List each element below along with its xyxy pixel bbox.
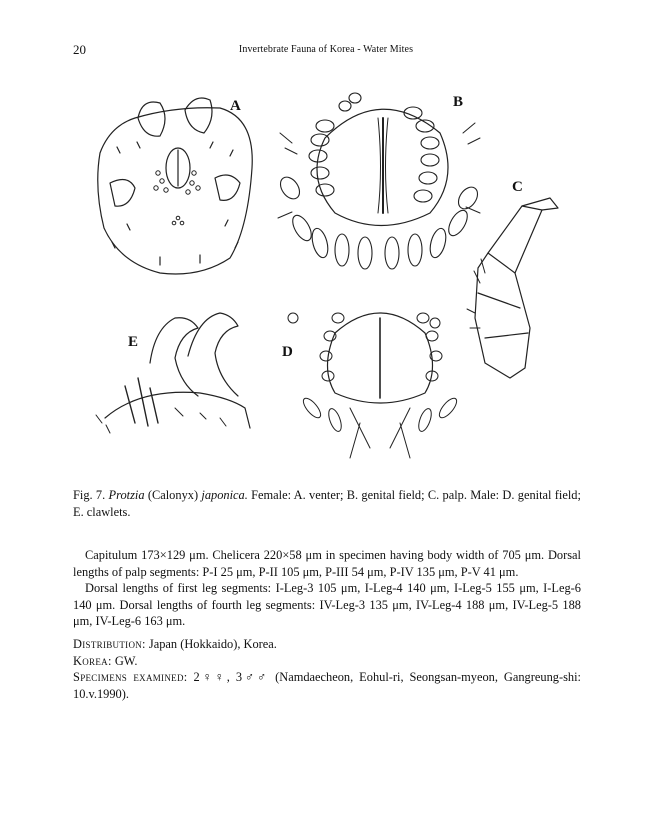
- figure-plate: [80, 78, 580, 473]
- korea-value: GW.: [114, 653, 138, 668]
- drawing-a-venter: [98, 98, 252, 274]
- distribution-label: Distribution:: [73, 637, 146, 651]
- distribution-value: Japan (Hokkaido), Korea.: [148, 637, 277, 651]
- page-number: 20: [73, 42, 86, 57]
- label-e: E: [128, 334, 139, 350]
- specimen-meta: [73, 636, 581, 702]
- drawing-c-palp: [467, 198, 558, 378]
- running-head: Invertebrate Fauna of Korea - Water Mites: [238, 44, 414, 55]
- label-c: C: [512, 179, 523, 195]
- specimens-label: Specimens examined:: [73, 670, 188, 684]
- paragraph-capitulum: Capitulum 173×129 μm. Chelicera 220×58 μm in specimen having body width of 705 μm. Dorsal lengths of palp segments: P-I 25 μm, P-II 105 μm, P-III 54 μm, P-IV 135 μm, P-V 41 μm.: [73, 548, 581, 579]
- drawing-d-male-genital-field: [288, 313, 460, 458]
- caption-species: japonica.: [201, 488, 248, 502]
- caption-genus: Protzia: [108, 488, 145, 502]
- caption-prefix: Fig. 7.: [73, 488, 106, 502]
- specimens-line: [73, 669, 581, 702]
- figure-caption: [73, 487, 581, 521]
- label-a: A: [230, 98, 241, 114]
- specimens-value: 2♀♀, 3♂♂ (Namdaecheon, Eohul-ri, Seongsan-myeon, Gangreung-shi: 10.v.1990).: [73, 670, 581, 701]
- caption-subgenus: (Calonyx): [147, 488, 199, 502]
- korea-label: Korea:: [73, 653, 112, 668]
- caption-description: Female: A. venter; B. genital field; C. palp. Male: D. genital field; E. clawlets.: [73, 488, 581, 519]
- drawing-b-genital-field: [277, 93, 482, 269]
- distribution-line: [73, 636, 581, 653]
- paragraph-leg-segments: Dorsal lengths of first leg segments: I-Leg-3 105 μm, I-Leg-4 140 μm, I-Leg-5 155 μm, I-Leg-6 140 μm. Dorsal lengths of fourth leg segments: IV-Leg-3 135 μm, IV-Leg-4 188 μm, IV-Leg-5 188 μm, IV-Leg-6 163 μm.: [73, 581, 581, 628]
- label-b: B: [453, 94, 464, 110]
- drawing-e-clawlets: [96, 313, 250, 433]
- figure-drawing: [80, 78, 580, 473]
- measurements-text: [73, 547, 581, 630]
- korea-line: [73, 653, 581, 670]
- label-d: D: [282, 344, 293, 360]
